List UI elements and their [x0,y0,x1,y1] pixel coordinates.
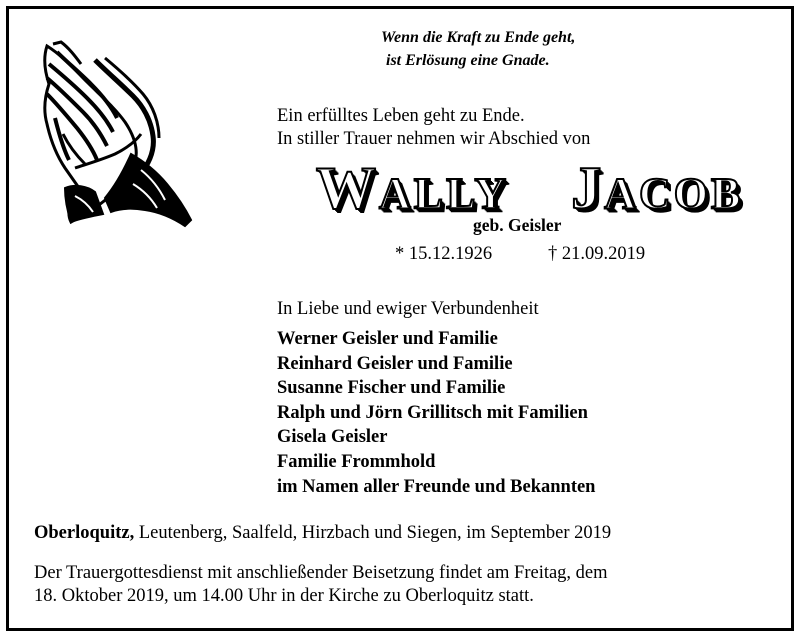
mourner-item: Werner Geisler und Familie [277,329,498,349]
mourner-item: Susanne Fischer und Familie [277,378,506,399]
first-name-initial: W [316,155,379,221]
motto-line-2: ist Erlösung eine Gnade. [386,52,550,69]
mourner-item: Familie Frommhold [277,451,436,472]
location-town: Oberloquitz, [34,523,135,543]
location-line [34,523,611,544]
mourner-item: Ralph und Jörn Grillitsch mit Familien [277,402,588,423]
intro-line-2: In stiller Trauer nehmen wir Abschied von [277,129,591,149]
last-name-initial: J [571,155,605,221]
intro-line-1: Ein erfülltes Leben geht zu Ende. [277,106,525,126]
family-intro: In Liebe und ewiger Verbundenheit [277,299,539,319]
service-notice-line-2: 18. Oktober 2019, um 14.00 Uhr in der Kirche zu Oberloquitz statt. [34,586,534,606]
mourner-item: im Namen aller Freunde und Bekannten [277,476,596,497]
last-name-rest: ACOB [604,169,744,218]
mourner-item: Reinhard Geisler und Familie [277,353,513,374]
motto-line-1: Wenn die Kraft zu Ende geht, [381,29,576,46]
location-rest: Leutenberg, Saalfeld, Hirzbach und Siegen, im September 2019 [134,523,612,543]
praying-hands-icon [35,38,195,233]
birth-date: * 15.12.1926 [395,244,493,264]
birth-name: geb. Geisler [473,215,562,235]
mourner-item: Gisela Geisler [277,427,388,448]
service-notice-line-1: Der Trauergottesdienst mit anschließender Beisetzung findet am Freitag, dem [34,563,608,583]
mourners-list [277,327,595,499]
death-date: † 21.09.2019 [548,244,646,264]
first-name-rest: ALLY [379,169,510,218]
